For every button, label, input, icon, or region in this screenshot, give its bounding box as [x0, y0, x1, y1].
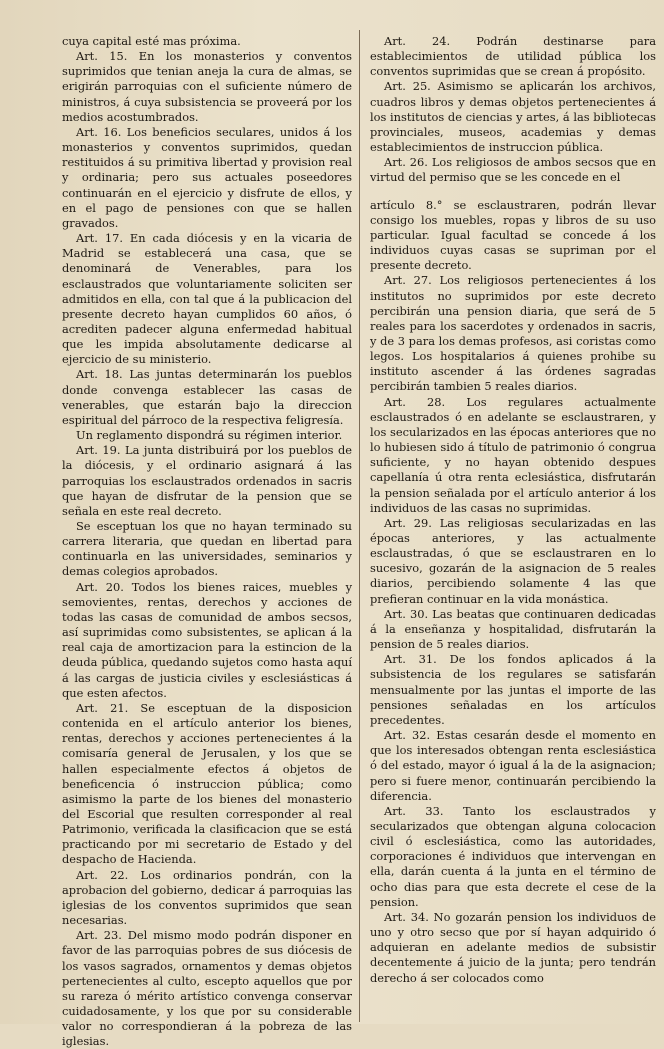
article-21: Art. 21. Se esceptuan de la disposicion contenida en el artículo anterior los bienes, rentas, derechos y acciones pertenecientes á la comisaría general de Jerusalen, y los que se hallen especialmente efectos á objetos de beneficencia ó instruccion pública; como asimismo la parte de los bienes del monasterio del Escorial que resulten corresponder al real Patrimonio, verificada la clasificacion que se está practicando por mi secretario de Estado y del despacho de Hacienda.: [62, 700, 352, 867]
article-23: Art. 23. Del mismo modo podrán disponer en favor de las parroquias pobres de sus diócesis de los vasos sagrados, ornamentos y demas objetos pertenecientes al culto, escepto aquellos que por su rareza ó mérito artístico convenga conservar cuidadosamente, y los que por su considerable valor no correspondieran á la pobreza de las iglesias.: [62, 928, 352, 1049]
article-19-exception: Se esceptuan los que no hayan terminado su carrera literaria, que quedan en libertad para continuarla en las universidades, seminarios y demas colegios aprobados.: [62, 519, 352, 579]
article-17: Art. 17. En cada diócesis y en la vicaria de Madrid se establecerá una casa, que se denominará de Venerables, para los esclaustrados que voluntariamente soliciten ser admitidos en ella, con tal que á la publicacion del presente decreto hayan cumplidos 60 años, ó acrediten padecer alguna enfermedad habitual que les impida absolutamente dedicarse al ejercicio de su ministerio.: [62, 231, 352, 367]
article-22: Art. 22. Los ordinarios pondrán, con la aprobacion del gobierno, dedicar á parroquias las iglesias de los conventos suprimidos que sean necesarias.: [62, 867, 352, 928]
left-column: [62, 34, 352, 1049]
article-26-continued: artículo 8.° se esclaustraren, podrán llevar consigo los muebles, ropas y libros de su uso particular. Igual facultad se concede á los individuos cuyas casas se supriman por el presente decreto.: [370, 197, 656, 273]
article-18: Art. 18. Las juntas determinarán los pueblos donde convenga establecer las casas de venerables, que estarán bajo la direccion espiritual del párroco de la respectiva feligresía.: [62, 367, 352, 427]
article-19: Art. 19. La junta distribuirá por los pueblos de la diócesis, y el ordinario asignará á las parroquias los esclaustrados ordenados in sacris que hayan de disfrutar de la pension que se señala en este real decreto.: [62, 443, 352, 518]
article-20: Art. 20. Todos los bienes raices, muebles y semovientes, rentas, derechos y acciones de todas las casas de comunidad de ambos secsos, así suprimidas como subsistentes, se aplican á la real caja de amortizacion para la estincion de la deuda pública, quedando sujetos como hasta aquí á las cargas de justicia civiles y esclesiásticas á que esten afectos.: [62, 579, 352, 700]
article-27: Art. 27. Los religiosos pertenecientes á los institutos no suprimidos por este decreto percibirán una pension diaria, que será de 5 reales para los sacerdotes y ordenados in sacris, y de 3 para los demas profesos, asi coristas como legos. Los hospitalarios á quienes prohibe su instituto ascender á las órdenes sagradas percibirán tambien 5 reales diarios.: [370, 273, 656, 394]
article-28: Art. 28. Los regulares actualmente esclaustrados ó en adelante se esclaustraren, y los secularizados en las épocas anteriores que no lo hubiesen sido á título de patrimonio ó congrua suficiente, y no hayan obtenido despues capellanía ú otra renta eclesiástica, disfrutarán la pension señalada por el artículo anterior á los individuos de las casas no suprimidas.: [370, 394, 656, 515]
right-column: [370, 34, 656, 1022]
article-29: Art. 29. Las religiosas secularizadas en las épocas anteriores, y las actualmente esclaustradas, ó que se esclaustraren en lo sucesivo, gozarán de la asignacion de 5 reales diarios, percibiendo solamente 4 las que prefieran continuar en la vida monástica.: [370, 515, 656, 606]
article-18-regulation: Un reglamento dispondrá su régimen interior.: [76, 428, 343, 443]
article-33: Art. 33. Tanto los esclaustrados y secularizados que obtengan alguna colocacion civil ó esclesiástica, como las autoridades, corporaciones é individuos que intervengan en ella, darán cuenta á la junta en el término de ocho dias para que esta decrete el cese de la pension.: [370, 803, 656, 909]
paragraph-continuation: cuya capital esté mas próxima.: [62, 34, 241, 48]
column-divider: [359, 30, 360, 1022]
article-32: Art. 32. Estas cesarán desde el momento en que los interesados obtengan renta esclesiástica ó del estado, mayor ó igual á la de la asignacion; pero si fuere menor, continuarán percibiendo la diferencia.: [370, 728, 656, 803]
article-30: Art. 30. Las beatas que continuaren dedicadas á la enseñanza y hospitalidad, disfrutarán la pension de 5 reales diarios.: [370, 606, 656, 652]
article-34: Art. 34. No gozarán pension los individuos de uno y otro secso que por sí hayan adquirido ó adquieran en adelante medios de subsistir decentemente á juicio de la junta; pero tendrán derecho á ser colocados como: [370, 909, 656, 985]
article-26: Art. 26. Los religiosos de ambos secsos que en virtud del permiso que se les concede en el: [370, 155, 656, 185]
article-15: Art. 15. En los monasterios y conventos suprimidos que tenian aneja la cura de almas, se erigirán parroquias con el suficiente número de ministros, á cuya subsistencia se proveerá por los medios acostumbrados.: [62, 49, 352, 124]
article-25: Art. 25. Asimismo se aplicarán los archivos, cuadros libros y demas objetos pertenecientes á los institutos de ciencias y artes, á las bibliotecas provinciales, museos, academias y demas establecimientos de instruccion pública.: [370, 79, 656, 155]
article-24: Art. 24. Podrán destinarse para establecimientos de utilidad pública los conventos suprimidas que se crean á propósito.: [370, 34, 656, 79]
article-16: Art. 16. Los beneficios seculares, unidos á los monasterios y conventos suprimidos, quedan restituidos á su primitiva libertad y provision real y ordinaria; pero sus actuales poseedores continuarán en el ejercicio y disfrute de ellos, y en el pago de pensiones con que se hallen gravados.: [62, 124, 352, 230]
article-31: Art. 31. De los fondos aplicados á la subsistencia de los regulares se satisfarán mensualmente por las juntas el importe de las pensiones señaladas en los artículos precedentes.: [370, 652, 656, 727]
